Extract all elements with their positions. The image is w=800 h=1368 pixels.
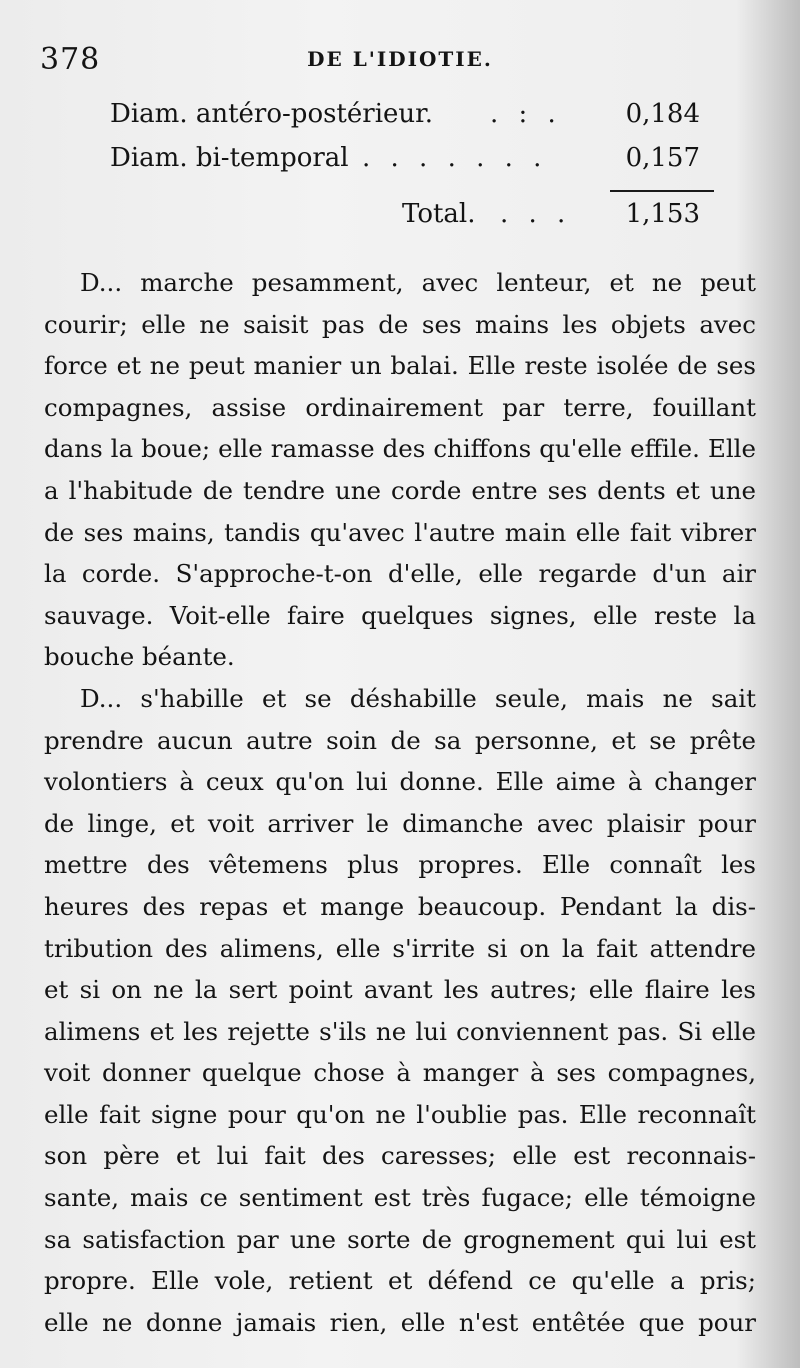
- total-value: 1,153: [625, 199, 700, 229]
- text-line: mettre des vêtemens plus propres. Elle connaît les: [44, 850, 756, 880]
- text-line: et si on ne la sert point avant les autres; elle flaire les: [44, 975, 756, 1005]
- leader-dots: . . . . . . .: [362, 143, 548, 173]
- text-line: D... marche pesamment, avec lenteur, et ne peut: [80, 268, 756, 297]
- page-number: 378: [40, 42, 101, 77]
- paragraph: [44, 262, 756, 678]
- text-line: voit donner quelque chose à manger à ses compagnes,: [44, 1058, 756, 1088]
- text-line: prendre aucun autre soin de sa personne, et se prête: [44, 725, 756, 755]
- text-line: propre. Elle vole, retient et défend ce qu'elle a pris;: [44, 1266, 756, 1296]
- text-line: de ses mains, tandis qu'avec l'autre main elle fait vibrer: [44, 517, 756, 547]
- text-line: son père et lui fait des caresses; elle est reconnais-: [44, 1141, 756, 1171]
- measurement-label: Diam. bi-temporal: [110, 143, 349, 173]
- text-line: heures des repas et mange beaucoup. Pendant la dis-: [44, 891, 756, 921]
- measurement-value: 0,157: [625, 143, 700, 173]
- measurement-label: Diam. antéro-postérieur.: [110, 99, 433, 129]
- text-line: compagnes, assise ordinairement par terre, fouillant: [44, 392, 756, 422]
- text-line: bouche béante.: [44, 642, 235, 672]
- text-line: volontiers à ceux qu'on lui donne. Elle aime à changer: [44, 767, 756, 797]
- text-line: sante, mais ce sentiment est très fugace; elle témoigne: [44, 1183, 756, 1213]
- text-line: force et ne peut manier un balai. Elle reste isolée de ses: [44, 351, 756, 381]
- page-header: [40, 40, 760, 80]
- text-line: tribution des alimens, elle s'irrite si on la fait attendre: [44, 933, 756, 963]
- measurement-table: [110, 92, 710, 236]
- running-title: DE L'IDIOTIE.: [307, 47, 493, 71]
- text-line: courir; elle ne saisit pas de ses mains les objets avec: [44, 309, 756, 339]
- text-line: alimens et les rejette s'ils ne lui conviennent pas. Si elle: [44, 1016, 756, 1046]
- text-line: a l'habitude de tendre une corde entre ses dents et une: [44, 475, 756, 505]
- total-label: Total.: [402, 199, 476, 229]
- measurement-row: [110, 92, 710, 136]
- text-line: elle fait signe pour qu'on ne l'oublie pas. Elle reconnaît: [44, 1099, 756, 1129]
- body-text: [44, 262, 756, 1343]
- leader-dots: . . .: [500, 199, 572, 229]
- text-line: elle ne donne jamais rien, elle n'est entêtée que pour: [44, 1307, 756, 1337]
- text-line: la corde. S'approche-t-on d'elle, elle regarde d'un air: [44, 559, 756, 589]
- text-line: de linge, et voit arriver le dimanche avec plaisir pour: [44, 808, 756, 838]
- measurement-row: [110, 136, 710, 180]
- text-line: sa satisfaction par une sorte de grognement qui lui est: [44, 1224, 756, 1254]
- text-line: dans la boue; elle ramasse des chiffons qu'elle effile. Elle: [44, 434, 756, 464]
- total-row: [110, 192, 710, 236]
- text-line: D... s'habille et se déshabille seule, mais ne sait: [80, 683, 756, 713]
- paragraph: [44, 678, 756, 1344]
- measurement-value: 0,184: [625, 99, 700, 129]
- leader-dots: . : .: [490, 99, 562, 129]
- text-line: sauvage. Voit-elle faire quelques signes, elle reste la: [44, 600, 756, 630]
